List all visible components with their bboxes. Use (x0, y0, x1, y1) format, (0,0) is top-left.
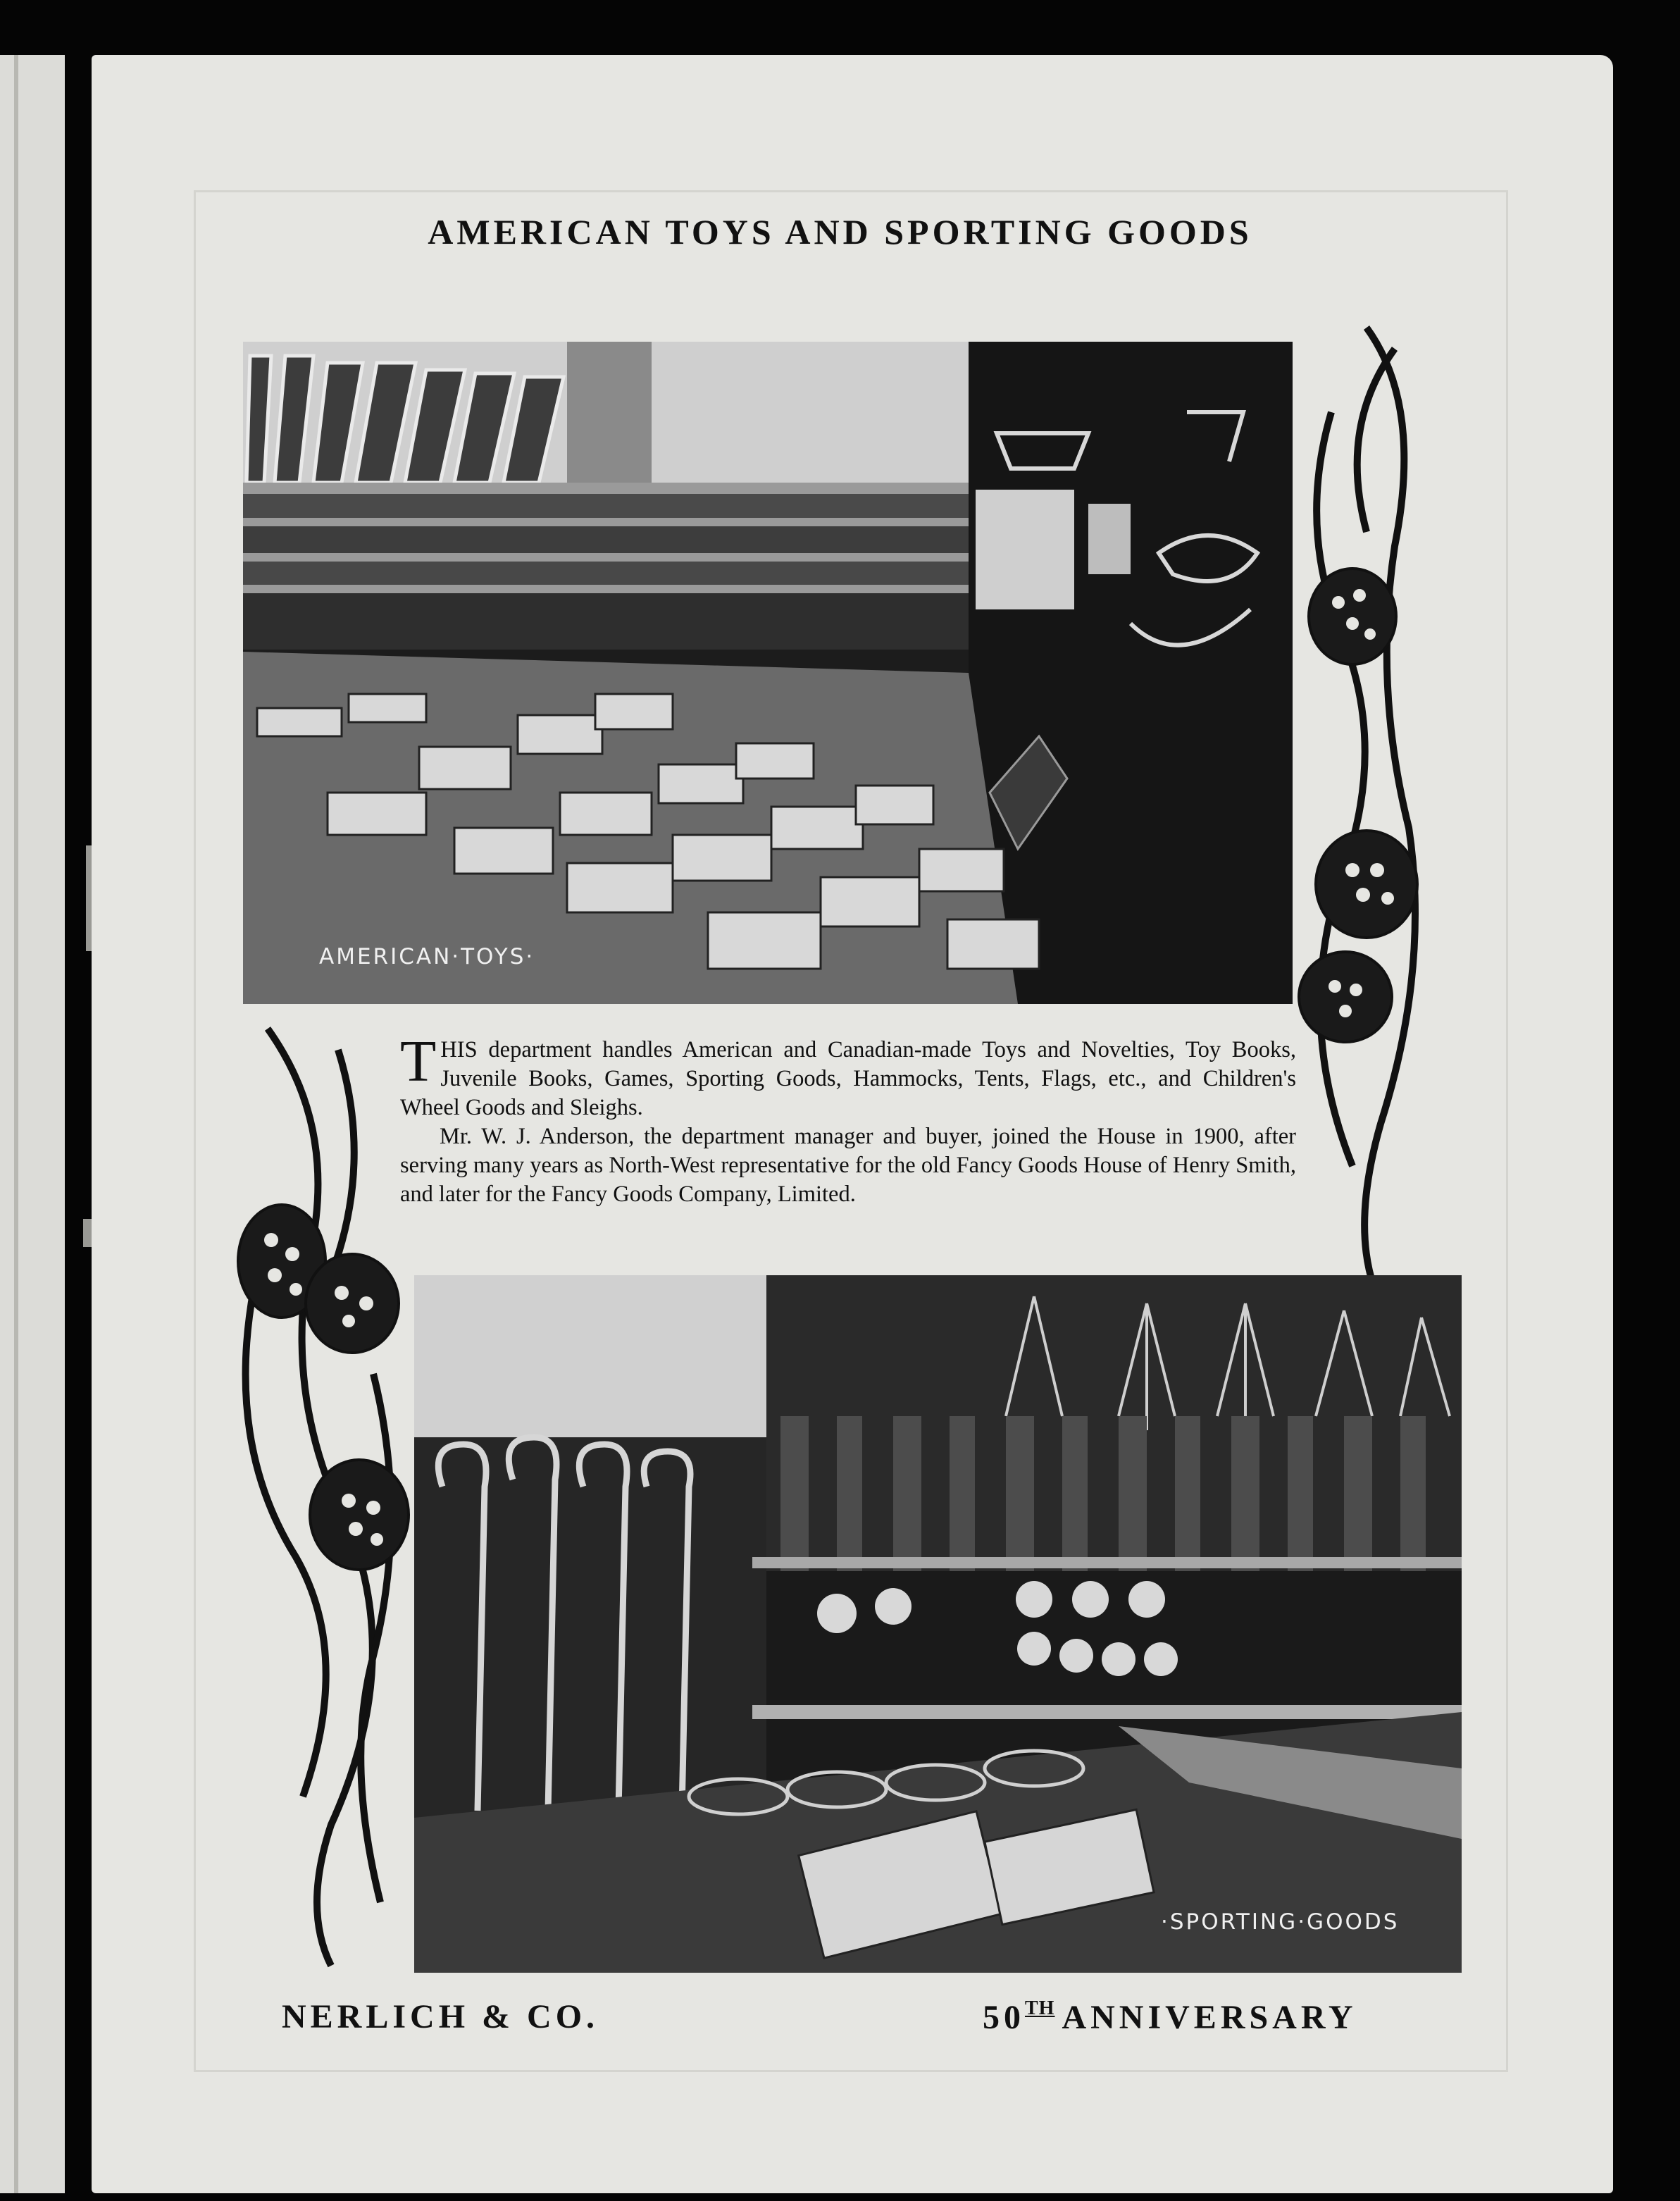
paragraph-2: Mr. W. J. Anderson, the department manager and buyer, joined the House in 1900, after serving many years as North-West representative for the old Fancy Goods House of Henry Smith, and later for the Fancy Goods Company, Limited. (400, 1124, 1296, 1207)
anniversary-word: ANNIVERSARY (1062, 1999, 1357, 2036)
anniversary-suffix: TH (1025, 1997, 1055, 2019)
publisher-name: NERLICH & CO. (282, 1998, 599, 2035)
sporting-goods-caption: ·SPORTING·GOODS (1161, 1909, 1400, 1935)
previous-page-edge (0, 55, 65, 2193)
drop-cap: T (400, 1029, 437, 1094)
department-description (400, 1029, 1296, 1209)
sporting-goods-photo-art (414, 1275, 1462, 1973)
floral-ornament-right (1289, 321, 1430, 1293)
anniversary-label (983, 1997, 1357, 2037)
sporting-goods-photo (414, 1275, 1462, 1973)
floral-ornament-left (232, 1022, 416, 1973)
american-toys-caption: AMERICAN·TOYS· (319, 944, 535, 969)
american-toys-photo (243, 342, 1293, 1004)
page-title: AMERICAN TOYS AND SPORTING GOODS (428, 212, 1252, 252)
paragraph-1 (400, 1029, 1296, 1122)
anniversary-number: 50 (983, 1999, 1025, 2036)
american-toys-photo-art (243, 342, 1293, 1004)
paragraph-1-text: HIS department handles American and Canadian-made Toys and Novelties, Toy Books, Juvenile Books, Games, Sporting Goods, Hammocks, Tents, Flags, etc., and Children's Wheel Goods and Sleighs. (400, 1037, 1296, 1120)
